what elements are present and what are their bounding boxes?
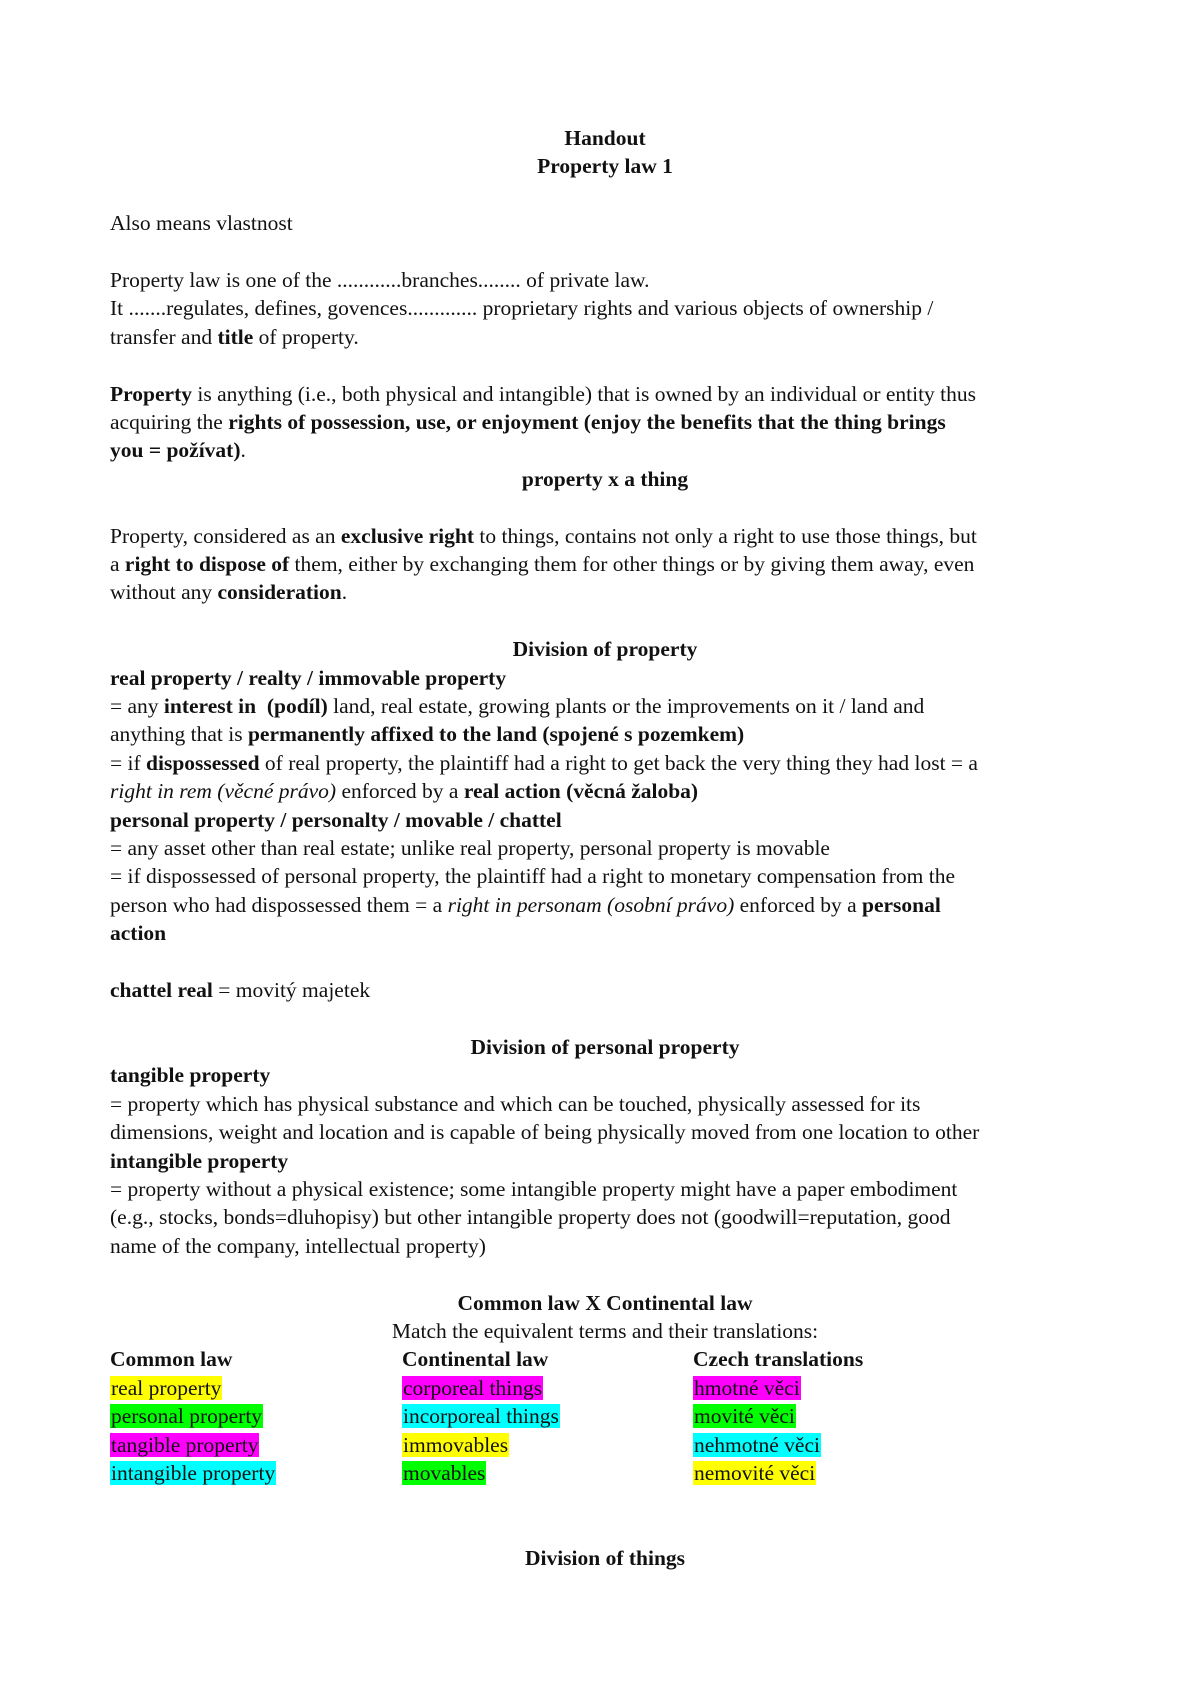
table-cell (693, 1431, 863, 1459)
heading-text: Common law X Continental law (457, 1290, 753, 1315)
subheading (110, 664, 1100, 692)
column-header (402, 1345, 560, 1373)
bold-term: chattel real (110, 978, 213, 1003)
text-span: enforced by a (734, 892, 862, 917)
table-cell (693, 1459, 863, 1487)
text-span: person who had dispossessed them = a (110, 892, 448, 917)
personal-property-line (110, 919, 1100, 947)
section-heading (110, 1033, 1100, 1061)
spacer (110, 493, 1100, 521)
spacer (110, 351, 1100, 379)
column-czech-translations (693, 1345, 863, 1487)
text-span: to things, contains not only a right to use those things, but (474, 523, 977, 548)
column-continental-law (402, 1345, 560, 1487)
text-span: a (110, 552, 125, 577)
highlighted-term: real property (111, 1375, 222, 1400)
instruction-line: Match the equivalent terms and their translations: (391, 1318, 819, 1343)
italic-term: right in rem (věcné právo) (110, 779, 337, 804)
text-span: branches........ of private law. (401, 268, 650, 292)
intro-paragraph-line (110, 266, 1100, 294)
heading-text: Division of property (512, 637, 698, 662)
column-header (110, 1345, 276, 1373)
table-cell (693, 1374, 863, 1402)
highlighted-term: tangible property (111, 1432, 259, 1457)
highlighted-term: nehmotné věci (694, 1432, 820, 1457)
bold-term: permanently affixed to the land (spojené s pozemkem) (247, 722, 745, 747)
bold-term: property x a thing (521, 466, 689, 491)
heading-text: Division of things (524, 1546, 686, 1571)
text-span: is anything (i.e., both physical and intangible) that is owned by an individual or entity thus (192, 381, 977, 406)
section-heading (110, 1289, 1100, 1317)
heading-text: intangible property (110, 1148, 289, 1173)
bold-term: interest in (163, 694, 257, 719)
real-property-line (110, 777, 1100, 805)
doc-subtitle (110, 152, 1100, 180)
table-cell (402, 1402, 560, 1430)
document-body (110, 124, 1100, 1573)
spacer (110, 948, 1100, 976)
section-heading (110, 635, 1100, 663)
text-span: . (240, 438, 246, 463)
text-span: transfer and (110, 324, 218, 349)
text-span: = any (110, 694, 164, 719)
definition-line (110, 380, 1100, 408)
bold-term: right to dispose of (124, 552, 290, 577)
text-span: without any (110, 580, 218, 605)
subheading (110, 1061, 1100, 1089)
personal-property-line (110, 891, 1100, 919)
intangible-line: (e.g., stocks, bonds=dluhopisy) but other intangible property does not (goodwill=reputation, good (110, 1205, 951, 1230)
bold-term: consideration (217, 580, 342, 605)
intangible-line: name of the company, intellectual property) (110, 1233, 486, 1258)
spacer (110, 1487, 1100, 1515)
intro-paragraph-line: It .......regulates, defines, govences............. proprietary rights and various objects of ownership / (110, 296, 934, 321)
also-means-line: Also means vlastnost (110, 211, 293, 236)
text-span: Property, considered as an (110, 523, 341, 548)
definition-line (110, 408, 1100, 436)
tangible-line: = property which has physical substance and which can be touched, physically assessed for its (110, 1091, 921, 1116)
heading-text: tangible property (110, 1063, 271, 1088)
bold-term: action (110, 921, 167, 946)
highlighted-term: hmotné věci (694, 1375, 800, 1400)
spacer (110, 1005, 1100, 1033)
highlighted-term: corporeal things (403, 1375, 543, 1400)
heading-text: personal property / personalty / movable / chattel (110, 807, 562, 832)
text-span: = if (110, 750, 147, 775)
tangible-line: dimensions, weight and location and is capable of being physically moved from one location to other (110, 1120, 980, 1145)
property-vs-thing (110, 465, 1100, 493)
matching-table (110, 1345, 1100, 1487)
real-property-line (110, 749, 1100, 777)
table-cell (402, 1431, 560, 1459)
italic-term: right in personam (osobní právo) (447, 892, 735, 917)
real-property-line (110, 720, 1100, 748)
section-heading (110, 1544, 1100, 1572)
text-span: acquiring the (110, 410, 229, 435)
doc-title (110, 124, 1100, 152)
table-cell (110, 1459, 276, 1487)
table-cell (110, 1402, 276, 1430)
text-span: of real property, the plaintiff had a right to get back the very thing they had lost = a (259, 750, 978, 775)
table-cell (110, 1374, 276, 1402)
spacer (110, 607, 1100, 635)
table-cell (402, 1374, 560, 1402)
text-span: anything that is (110, 722, 248, 747)
heading-text: Division of personal property (470, 1034, 740, 1059)
bold-term: dispossessed (146, 750, 260, 775)
text-span: them, either by exchanging them for other things or by giving them away, even (289, 552, 975, 577)
table-cell (693, 1402, 863, 1430)
exclusive-line (110, 578, 1100, 606)
table-cell (402, 1459, 560, 1487)
title-line-2: Property law 1 (537, 154, 673, 179)
intangible-line: = property without a physical existence; some intangible property might have a paper embodiment (110, 1176, 958, 1201)
bold-term: title (217, 324, 254, 349)
highlighted-term: nemovité věci (694, 1460, 816, 1485)
highlighted-term: personal property (111, 1404, 263, 1429)
text-span: . (341, 580, 348, 605)
spacer (110, 238, 1100, 266)
header-text: Common law (110, 1347, 233, 1372)
header-text: Continental law (402, 1347, 549, 1372)
personal-property-line: = if dispossessed of personal property, the plaintiff had a right to monetary compensation from the (110, 864, 956, 889)
title-line-1: Handout (564, 126, 646, 150)
exclusive-line (110, 550, 1100, 578)
exclusive-line (110, 522, 1100, 550)
definition-line (110, 436, 1100, 464)
subheading (110, 1147, 1100, 1175)
text-span: land, real estate, growing plants or the improvements on it / land and (327, 694, 925, 719)
highlighted-term: intangible property (111, 1460, 276, 1485)
real-property-line (110, 692, 1100, 720)
column-common-law (110, 1345, 276, 1487)
bold-term: Property (110, 381, 192, 406)
bold-term: (podíl) (256, 694, 328, 719)
text-span: Property law is one of the ............ (110, 268, 402, 292)
text-span: = movitý majetek (212, 978, 371, 1003)
bold-term: real action (věcná žaloba) (463, 779, 699, 804)
personal-property-line: = any asset other than real estate; unlike real property, personal property is movable (110, 836, 830, 861)
text-span: enforced by a (336, 779, 464, 804)
bold-term: rights of possession, use, or enjoyment (enjoy the benefits that the thing brings (228, 410, 946, 435)
bold-term: personal (862, 892, 941, 917)
column-header (693, 1345, 863, 1373)
highlighted-term: incorporeal things (403, 1404, 559, 1429)
intro-paragraph-line (110, 323, 1100, 351)
bold-term: exclusive right (340, 523, 475, 548)
highlighted-term: movité věci (694, 1404, 795, 1429)
table-cell (110, 1431, 276, 1459)
spacer (110, 181, 1100, 209)
spacer (110, 1516, 1100, 1544)
header-text: Czech translations (693, 1347, 864, 1372)
bold-term: you = požívat) (110, 438, 241, 463)
chattel-real-line (110, 976, 1100, 1004)
heading-text: real property / realty / immovable property (110, 665, 507, 690)
spacer (110, 1260, 1100, 1288)
subheading (110, 806, 1100, 834)
highlighted-term: immovables (403, 1432, 509, 1457)
text-span: of property. (253, 324, 359, 349)
highlighted-term: movables (403, 1460, 486, 1485)
